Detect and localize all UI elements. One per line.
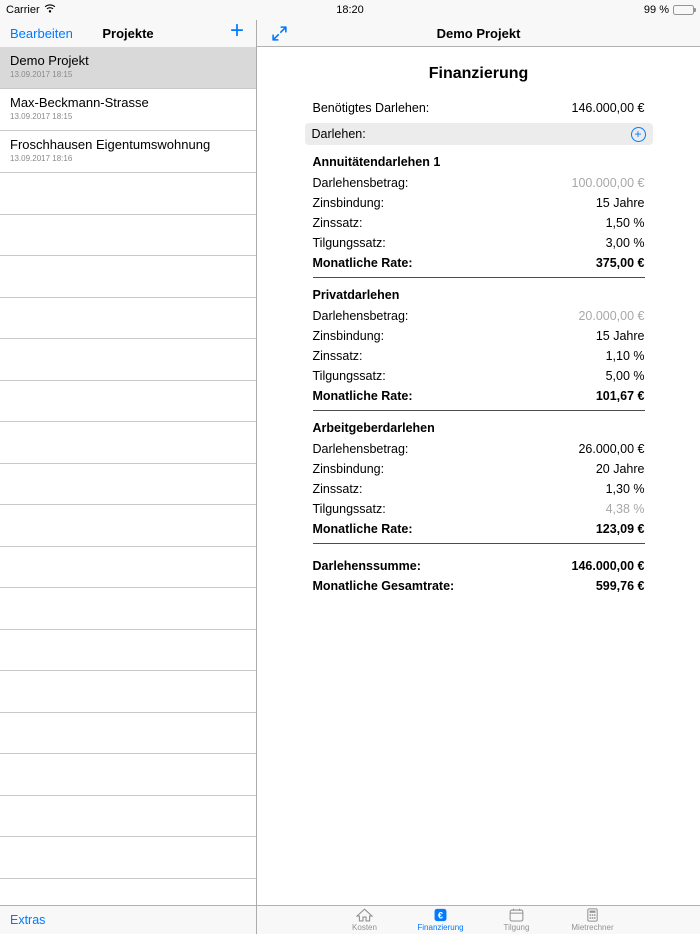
calendar-icon xyxy=(508,908,525,922)
project-date: 13.09.2017 18:15 xyxy=(10,70,73,79)
add-loan-button[interactable]: + xyxy=(631,127,646,142)
sidebar-header xyxy=(0,17,256,47)
detail-title: Demo Projekt xyxy=(436,25,521,41)
row-value: 15 Jahre xyxy=(595,196,645,210)
loan-detail-row xyxy=(313,306,645,326)
row-value: 20 Jahre xyxy=(595,462,645,476)
project-list-item[interactable] xyxy=(0,131,256,173)
total-row xyxy=(313,556,645,576)
add-project-button[interactable]: + xyxy=(229,17,244,44)
empty-list-row xyxy=(0,215,256,257)
page-title: Finanzierung xyxy=(428,65,529,82)
tab-label: Kosten xyxy=(352,923,377,932)
empty-list-row xyxy=(0,381,256,423)
loan-section-title: Privatdarlehen xyxy=(312,288,400,302)
row-label: Zinssatz: xyxy=(312,482,363,496)
empty-list-row xyxy=(0,256,256,298)
loan-totals xyxy=(313,556,645,596)
project-name: Demo Projekt xyxy=(10,53,89,68)
empty-list-row xyxy=(0,671,256,713)
project-list xyxy=(0,47,256,905)
loans-section-header xyxy=(305,123,653,145)
row-value: 599,76 € xyxy=(595,579,645,593)
loan-section xyxy=(313,151,645,278)
empty-list-row xyxy=(0,630,256,672)
battery-icon xyxy=(673,5,694,15)
svg-text:€: € xyxy=(437,910,444,921)
loan-section-title: Arbeitgeberdarlehen xyxy=(312,421,435,435)
loan-section xyxy=(313,417,645,544)
row-label: Monatliche Rate: xyxy=(312,389,413,403)
battery-percent: 99 % xyxy=(643,4,669,16)
loan-detail-row xyxy=(313,233,645,253)
row-label: Darlehensbetrag: xyxy=(312,176,409,190)
empty-list-row xyxy=(0,505,256,547)
tab-finanzierung[interactable] xyxy=(403,906,479,934)
project-date: 13.09.2017 18:16 xyxy=(10,154,73,163)
loan-detail-row xyxy=(313,193,645,213)
sidebar-footer xyxy=(0,905,256,934)
tab-label: Finanzierung xyxy=(417,923,464,932)
house-icon xyxy=(356,908,373,922)
loan-detail-row xyxy=(313,346,645,366)
row-label: Monatliche Gesamtrate: xyxy=(312,579,455,593)
section-divider xyxy=(313,543,645,544)
required-loan-row xyxy=(313,98,645,118)
empty-list-row xyxy=(0,173,256,215)
loan-detail-row xyxy=(313,459,645,479)
row-value: 101,67 € xyxy=(595,389,645,403)
loan-detail-row xyxy=(313,173,645,193)
tab-kosten[interactable] xyxy=(327,906,403,934)
row-label: Benötigtes Darlehen: xyxy=(312,101,430,115)
empty-list-row xyxy=(0,298,256,340)
project-name: Max-Beckmann-Strasse xyxy=(10,95,149,110)
loan-section xyxy=(313,284,645,411)
loan-detail-row xyxy=(313,253,645,273)
section-divider xyxy=(313,410,645,411)
calculator-icon xyxy=(584,908,601,922)
project-name: Froschhausen Eigentumswohnung xyxy=(10,137,211,152)
row-value: 146.000,00 € xyxy=(571,559,645,573)
row-label: Zinssatz: xyxy=(312,216,363,230)
row-value: 20.000,00 € xyxy=(578,309,645,323)
row-label: Tilgungssatz: xyxy=(312,502,386,516)
sidebar-title: Projekte xyxy=(102,26,154,41)
row-label: Monatliche Rate: xyxy=(312,256,413,270)
row-label: Darlehenssumme: xyxy=(312,559,421,573)
detail-pane xyxy=(257,20,700,934)
edit-button[interactable]: Bearbeiten xyxy=(10,26,73,41)
tab-label: Mietrechner xyxy=(571,923,614,932)
row-value: 1,30 % xyxy=(605,482,645,496)
loans-header-label: Darlehen: xyxy=(311,127,366,141)
row-value: 146.000,00 € xyxy=(571,101,645,115)
empty-list-row xyxy=(0,422,256,464)
row-label: Zinsbindung: xyxy=(312,462,385,476)
row-value: 26.000,00 € xyxy=(578,442,645,456)
loan-detail-row xyxy=(313,386,645,406)
row-value: 1,10 % xyxy=(605,349,645,363)
empty-list-row xyxy=(0,339,256,381)
loan-detail-row xyxy=(313,213,645,233)
row-label: Zinsbindung: xyxy=(312,196,385,210)
row-label: Tilgungssatz: xyxy=(312,236,386,250)
projects-sidebar xyxy=(0,17,257,934)
loan-detail-row xyxy=(313,479,645,499)
empty-list-row xyxy=(0,713,256,755)
expand-icon[interactable] xyxy=(271,25,288,42)
row-value: 3,00 % xyxy=(605,236,645,250)
empty-list-row xyxy=(0,837,256,879)
row-value: 1,50 % xyxy=(605,216,645,230)
loan-detail-row xyxy=(313,519,645,539)
row-label: Zinsbindung: xyxy=(312,329,385,343)
loan-detail-row xyxy=(313,326,645,346)
row-value: 5,00 % xyxy=(605,369,645,383)
split-view xyxy=(0,17,700,934)
project-list-item[interactable] xyxy=(0,89,256,131)
row-label: Darlehensbetrag: xyxy=(312,309,409,323)
row-value: 4,38 % xyxy=(605,502,645,516)
extras-button[interactable]: Extras xyxy=(10,913,46,927)
tab-mietrechner[interactable] xyxy=(555,906,631,934)
row-label: Darlehensbetrag: xyxy=(312,442,409,456)
loan-section-title: Annuitätendarlehen 1 xyxy=(312,155,441,169)
row-label: Tilgungssatz: xyxy=(312,369,386,383)
project-date: 13.09.2017 18:15 xyxy=(10,112,73,121)
tab-tilgung[interactable] xyxy=(479,906,555,934)
loan-detail-row xyxy=(313,366,645,386)
clock: 18:20 xyxy=(336,4,364,16)
loan-sections xyxy=(313,151,645,544)
empty-list-row xyxy=(0,754,256,796)
total-row xyxy=(313,576,645,596)
loan-detail-row xyxy=(313,499,645,519)
empty-list-row xyxy=(0,547,256,589)
status-bar xyxy=(0,0,700,20)
section-divider xyxy=(313,277,645,278)
tab-bar xyxy=(257,905,700,934)
finance-icon xyxy=(432,908,449,922)
row-value: 100.000,00 € xyxy=(571,176,645,190)
row-value: 375,00 € xyxy=(595,256,645,270)
empty-list-row xyxy=(0,796,256,838)
loan-detail-row xyxy=(313,439,645,459)
row-label: Monatliche Rate: xyxy=(312,522,413,536)
detail-content xyxy=(257,47,700,905)
project-list-item[interactable] xyxy=(0,47,256,89)
empty-list-row xyxy=(0,464,256,506)
row-value: 15 Jahre xyxy=(595,329,645,343)
row-value: 123,09 € xyxy=(595,522,645,536)
empty-list-row xyxy=(0,588,256,630)
tab-label: Tilgung xyxy=(503,923,530,932)
row-label: Zinssatz: xyxy=(312,349,363,363)
detail-nav-bar xyxy=(257,20,700,47)
carrier-label: Carrier xyxy=(6,4,40,16)
